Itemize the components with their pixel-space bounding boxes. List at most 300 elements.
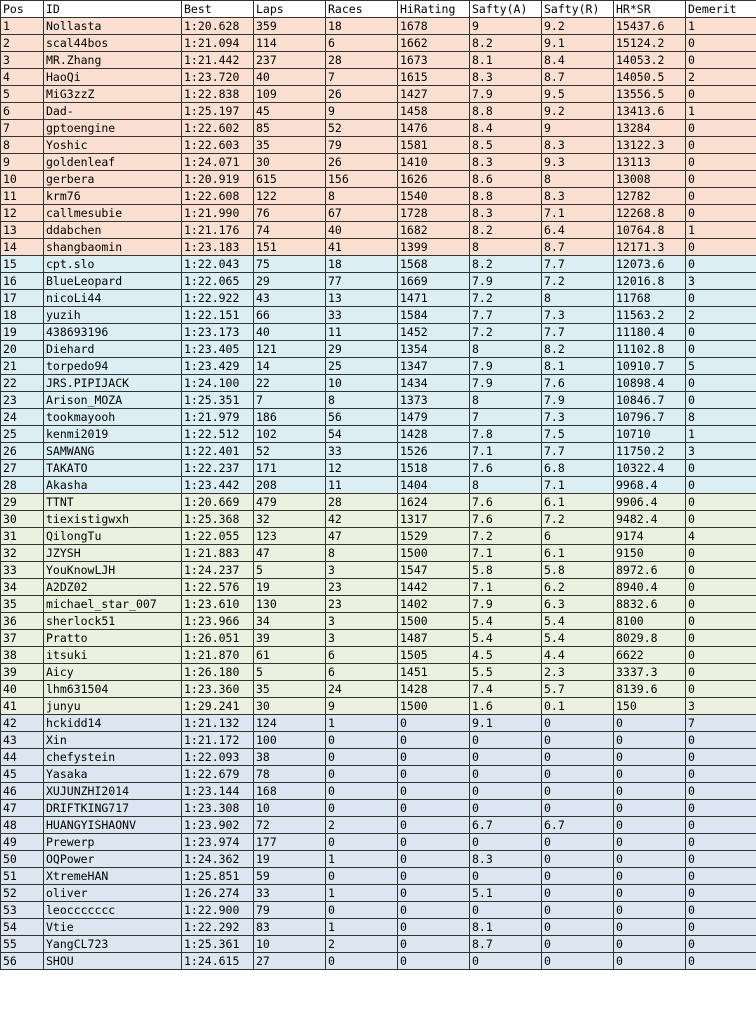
cell-laps: 237 [254, 52, 326, 69]
cell-id: chefystein [44, 749, 182, 766]
cell-laps: 208 [254, 477, 326, 494]
cell-best: 1:21.094 [182, 35, 254, 52]
table-row [1, 35, 756, 52]
cell-pos: 10 [1, 171, 44, 188]
cell-laps: 479 [254, 494, 326, 511]
cell-pos: 30 [1, 511, 44, 528]
cell-hirating: 1428 [398, 681, 470, 698]
cell-pos: 34 [1, 579, 44, 596]
table-row [1, 579, 756, 596]
table-row [1, 256, 756, 273]
cell-hr-sr: 13556.5 [614, 86, 686, 103]
cell-hr-sr: 11750.2 [614, 443, 686, 460]
cell-safty-r: 0 [542, 919, 614, 936]
table-row [1, 868, 756, 885]
table-row [1, 494, 756, 511]
cell-laps: 122 [254, 188, 326, 205]
table-row [1, 273, 756, 290]
cell-best: 1:23.173 [182, 324, 254, 341]
cell-laps: 85 [254, 120, 326, 137]
cell-demerit: 0 [686, 188, 756, 205]
cell-laps: 114 [254, 35, 326, 52]
cell-laps: 130 [254, 596, 326, 613]
cell-safty-r: 7.9 [542, 392, 614, 409]
cell-safty-r: 8.3 [542, 137, 614, 154]
cell-id: itsuki [44, 647, 182, 664]
cell-hirating: 1487 [398, 630, 470, 647]
table-row [1, 630, 756, 647]
cell-safty-r: 0 [542, 851, 614, 868]
cell-races: 33 [326, 443, 398, 460]
cell-safty-a: 5.8 [470, 562, 542, 579]
cell-races: 52 [326, 120, 398, 137]
table-row [1, 222, 756, 239]
cell-laps: 186 [254, 409, 326, 426]
cell-races: 0 [326, 902, 398, 919]
cell-demerit: 4 [686, 528, 756, 545]
cell-pos: 19 [1, 324, 44, 341]
cell-pos: 5 [1, 86, 44, 103]
cell-best: 1:21.132 [182, 715, 254, 732]
cell-safty-r: 7.7 [542, 256, 614, 273]
cell-id: DRIFTKING717 [44, 800, 182, 817]
cell-hr-sr: 0 [614, 800, 686, 817]
cell-safty-a: 7.9 [470, 86, 542, 103]
table-row [1, 562, 756, 579]
table-row [1, 817, 756, 834]
cell-id: Nollasta [44, 18, 182, 35]
header-pos: Pos [1, 1, 44, 18]
cell-hirating: 1427 [398, 86, 470, 103]
cell-hirating: 0 [398, 936, 470, 953]
cell-best: 1:22.922 [182, 290, 254, 307]
cell-hirating: 1682 [398, 222, 470, 239]
cell-demerit: 0 [686, 205, 756, 222]
cell-demerit: 0 [686, 953, 756, 970]
table-row [1, 477, 756, 494]
cell-safty-r: 7.6 [542, 375, 614, 392]
cell-hirating: 0 [398, 817, 470, 834]
cell-id: cpt.slo [44, 256, 182, 273]
cell-demerit: 0 [686, 596, 756, 613]
header-races: Races [326, 1, 398, 18]
cell-safty-r: 8 [542, 171, 614, 188]
cell-id: Yasaka [44, 766, 182, 783]
cell-hr-sr: 0 [614, 936, 686, 953]
cell-pos: 39 [1, 664, 44, 681]
cell-safty-r: 7.1 [542, 477, 614, 494]
cell-demerit: 0 [686, 613, 756, 630]
cell-safty-r: 0 [542, 834, 614, 851]
cell-laps: 45 [254, 103, 326, 120]
cell-demerit: 0 [686, 647, 756, 664]
cell-safty-r: 7.2 [542, 511, 614, 528]
cell-safty-r: 7.2 [542, 273, 614, 290]
cell-safty-a: 7.2 [470, 290, 542, 307]
cell-demerit: 2 [686, 307, 756, 324]
cell-demerit: 0 [686, 239, 756, 256]
cell-races: 8 [326, 392, 398, 409]
cell-id: Vtie [44, 919, 182, 936]
cell-laps: 72 [254, 817, 326, 834]
cell-demerit: 0 [686, 341, 756, 358]
cell-pos: 43 [1, 732, 44, 749]
cell-id: yuzih [44, 307, 182, 324]
cell-best: 1:23.720 [182, 69, 254, 86]
cell-hirating: 1442 [398, 579, 470, 596]
cell-hirating: 1354 [398, 341, 470, 358]
table-row [1, 103, 756, 120]
cell-pos: 1 [1, 18, 44, 35]
cell-best: 1:29.241 [182, 698, 254, 715]
cell-best: 1:24.237 [182, 562, 254, 579]
cell-laps: 10 [254, 800, 326, 817]
cell-safty-a: 0 [470, 800, 542, 817]
cell-best: 1:22.401 [182, 443, 254, 460]
cell-hr-sr: 10322.4 [614, 460, 686, 477]
cell-hirating: 1479 [398, 409, 470, 426]
cell-demerit: 3 [686, 273, 756, 290]
cell-hr-sr: 9150 [614, 545, 686, 562]
cell-hirating: 1673 [398, 52, 470, 69]
cell-pos: 4 [1, 69, 44, 86]
cell-pos: 41 [1, 698, 44, 715]
cell-hirating: 1399 [398, 239, 470, 256]
cell-demerit: 0 [686, 732, 756, 749]
cell-safty-r: 9.2 [542, 18, 614, 35]
cell-demerit: 1 [686, 103, 756, 120]
cell-id: TTNT [44, 494, 182, 511]
cell-safty-r: 8.4 [542, 52, 614, 69]
table-row [1, 834, 756, 851]
cell-hr-sr: 8972.6 [614, 562, 686, 579]
cell-hirating: 0 [398, 732, 470, 749]
cell-races: 0 [326, 766, 398, 783]
cell-races: 2 [326, 817, 398, 834]
cell-safty-a: 8.3 [470, 205, 542, 222]
cell-safty-a: 0 [470, 834, 542, 851]
cell-id: michael_star_007 [44, 596, 182, 613]
cell-pos: 12 [1, 205, 44, 222]
cell-safty-r: 2.3 [542, 664, 614, 681]
cell-hirating: 0 [398, 783, 470, 800]
cell-hirating: 1428 [398, 426, 470, 443]
cell-laps: 5 [254, 562, 326, 579]
table-row [1, 902, 756, 919]
cell-safty-r: 6.8 [542, 460, 614, 477]
cell-id: lhm631504 [44, 681, 182, 698]
table-row [1, 426, 756, 443]
cell-demerit: 0 [686, 902, 756, 919]
cell-races: 29 [326, 341, 398, 358]
cell-safty-r: 8 [542, 290, 614, 307]
cell-safty-a: 5.4 [470, 613, 542, 630]
cell-id: BlueLeopard [44, 273, 182, 290]
header-demerit: Demerit [686, 1, 756, 18]
cell-pos: 28 [1, 477, 44, 494]
cell-hirating: 1529 [398, 528, 470, 545]
cell-hr-sr: 150 [614, 698, 686, 715]
cell-demerit: 0 [686, 919, 756, 936]
cell-id: YangCL723 [44, 936, 182, 953]
cell-laps: 33 [254, 885, 326, 902]
cell-pos: 21 [1, 358, 44, 375]
cell-hirating: 0 [398, 868, 470, 885]
cell-pos: 23 [1, 392, 44, 409]
cell-hr-sr: 8940.4 [614, 579, 686, 596]
cell-laps: 359 [254, 18, 326, 35]
cell-hr-sr: 0 [614, 749, 686, 766]
cell-hirating: 1669 [398, 273, 470, 290]
cell-safty-a: 7.1 [470, 545, 542, 562]
cell-demerit: 0 [686, 375, 756, 392]
cell-safty-a: 8.7 [470, 936, 542, 953]
cell-safty-r: 6.3 [542, 596, 614, 613]
cell-races: 11 [326, 324, 398, 341]
cell-hr-sr: 0 [614, 783, 686, 800]
cell-safty-r: 5.7 [542, 681, 614, 698]
cell-demerit: 3 [686, 443, 756, 460]
cell-laps: 10 [254, 936, 326, 953]
cell-safty-r: 8.3 [542, 188, 614, 205]
cell-safty-a: 5.4 [470, 630, 542, 647]
cell-races: 79 [326, 137, 398, 154]
cell-races: 40 [326, 222, 398, 239]
cell-safty-r: 9.5 [542, 86, 614, 103]
cell-id: krm76 [44, 188, 182, 205]
cell-safty-r: 9.1 [542, 35, 614, 52]
cell-safty-a: 0 [470, 732, 542, 749]
cell-races: 56 [326, 409, 398, 426]
cell-pos: 35 [1, 596, 44, 613]
cell-best: 1:23.442 [182, 477, 254, 494]
cell-safty-a: 7.6 [470, 494, 542, 511]
cell-races: 47 [326, 528, 398, 545]
cell-laps: 14 [254, 358, 326, 375]
cell-id: Akasha [44, 477, 182, 494]
cell-hr-sr: 10898.4 [614, 375, 686, 392]
cell-id: gerbera [44, 171, 182, 188]
cell-safty-r: 0.1 [542, 698, 614, 715]
cell-hirating: 1471 [398, 290, 470, 307]
cell-laps: 32 [254, 511, 326, 528]
cell-safty-a: 7.1 [470, 443, 542, 460]
cell-best: 1:25.368 [182, 511, 254, 528]
cell-laps: 29 [254, 273, 326, 290]
cell-demerit: 0 [686, 154, 756, 171]
cell-safty-a: 1.6 [470, 698, 542, 715]
cell-demerit: 0 [686, 290, 756, 307]
cell-pos: 14 [1, 239, 44, 256]
header-id: ID [44, 1, 182, 18]
cell-hirating: 0 [398, 953, 470, 970]
cell-hr-sr: 0 [614, 732, 686, 749]
cell-id: 438693196 [44, 324, 182, 341]
cell-races: 25 [326, 358, 398, 375]
cell-hr-sr: 10710 [614, 426, 686, 443]
cell-safty-r: 0 [542, 800, 614, 817]
cell-best: 1:26.180 [182, 664, 254, 681]
cell-best: 1:23.902 [182, 817, 254, 834]
cell-demerit: 0 [686, 664, 756, 681]
table-row [1, 239, 756, 256]
cell-hirating: 1434 [398, 375, 470, 392]
cell-safty-r: 4.4 [542, 647, 614, 664]
cell-safty-r: 7.5 [542, 426, 614, 443]
cell-races: 8 [326, 188, 398, 205]
cell-safty-r: 7.3 [542, 409, 614, 426]
cell-safty-a: 8.4 [470, 120, 542, 137]
cell-best: 1:24.071 [182, 154, 254, 171]
table-row [1, 851, 756, 868]
table-row [1, 375, 756, 392]
cell-safty-r: 7.3 [542, 307, 614, 324]
cell-id: SAMWANG [44, 443, 182, 460]
cell-races: 28 [326, 494, 398, 511]
cell-hr-sr: 14050.5 [614, 69, 686, 86]
cell-id: TAKATO [44, 460, 182, 477]
cell-demerit: 0 [686, 783, 756, 800]
cell-safty-a: 7.8 [470, 426, 542, 443]
cell-id: SHOU [44, 953, 182, 970]
cell-pos: 40 [1, 681, 44, 698]
cell-demerit: 0 [686, 324, 756, 341]
cell-safty-r: 0 [542, 936, 614, 953]
cell-safty-a: 8.3 [470, 851, 542, 868]
cell-best: 1:21.883 [182, 545, 254, 562]
cell-races: 1 [326, 851, 398, 868]
cell-demerit: 0 [686, 120, 756, 137]
cell-demerit: 7 [686, 715, 756, 732]
cell-safty-a: 7.9 [470, 596, 542, 613]
cell-safty-r: 8.7 [542, 69, 614, 86]
cell-safty-a: 7.7 [470, 307, 542, 324]
cell-safty-a: 8.3 [470, 69, 542, 86]
cell-id: JRS.PIPIJACK [44, 375, 182, 392]
cell-hr-sr: 0 [614, 902, 686, 919]
cell-best: 1:22.512 [182, 426, 254, 443]
cell-hirating: 0 [398, 919, 470, 936]
cell-hirating: 0 [398, 902, 470, 919]
cell-hr-sr: 13284 [614, 120, 686, 137]
cell-safty-a: 4.5 [470, 647, 542, 664]
cell-pos: 13 [1, 222, 44, 239]
cell-laps: 40 [254, 324, 326, 341]
cell-best: 1:25.361 [182, 936, 254, 953]
cell-laps: 171 [254, 460, 326, 477]
cell-laps: 5 [254, 664, 326, 681]
cell-races: 7 [326, 69, 398, 86]
cell-races: 6 [326, 664, 398, 681]
cell-demerit: 3 [686, 698, 756, 715]
cell-races: 18 [326, 18, 398, 35]
cell-races: 3 [326, 630, 398, 647]
cell-id: goldenleaf [44, 154, 182, 171]
table-row [1, 409, 756, 426]
cell-hr-sr: 12268.8 [614, 205, 686, 222]
cell-best: 1:22.603 [182, 137, 254, 154]
cell-safty-a: 8 [470, 239, 542, 256]
cell-hirating: 1317 [398, 511, 470, 528]
cell-hr-sr: 10910.7 [614, 358, 686, 375]
cell-hr-sr: 14053.2 [614, 52, 686, 69]
cell-hirating: 1540 [398, 188, 470, 205]
header-laps: Laps [254, 1, 326, 18]
cell-pos: 36 [1, 613, 44, 630]
cell-safty-a: 0 [470, 902, 542, 919]
header-hirating: HiRating [398, 1, 470, 18]
cell-hr-sr: 10764.8 [614, 222, 686, 239]
cell-demerit: 1 [686, 222, 756, 239]
cell-best: 1:23.429 [182, 358, 254, 375]
cell-laps: 40 [254, 69, 326, 86]
cell-safty-a: 7.6 [470, 460, 542, 477]
table-row [1, 307, 756, 324]
cell-laps: 121 [254, 341, 326, 358]
cell-pos: 29 [1, 494, 44, 511]
cell-demerit: 0 [686, 562, 756, 579]
cell-id: Pratto [44, 630, 182, 647]
table-row [1, 528, 756, 545]
cell-safty-r: 5.8 [542, 562, 614, 579]
table-row [1, 188, 756, 205]
cell-safty-r: 6.2 [542, 579, 614, 596]
cell-races: 54 [326, 426, 398, 443]
cell-races: 0 [326, 783, 398, 800]
cell-pos: 38 [1, 647, 44, 664]
table-row [1, 681, 756, 698]
cell-hirating: 1458 [398, 103, 470, 120]
cell-laps: 177 [254, 834, 326, 851]
table-row [1, 596, 756, 613]
cell-safty-a: 6.7 [470, 817, 542, 834]
cell-best: 1:21.870 [182, 647, 254, 664]
cell-hirating: 1451 [398, 664, 470, 681]
cell-safty-a: 5.1 [470, 885, 542, 902]
cell-hirating: 1584 [398, 307, 470, 324]
cell-pos: 32 [1, 545, 44, 562]
cell-safty-r: 0 [542, 953, 614, 970]
cell-id: Prewerp [44, 834, 182, 851]
cell-demerit: 0 [686, 256, 756, 273]
cell-id: Diehard [44, 341, 182, 358]
cell-pos: 47 [1, 800, 44, 817]
cell-races: 3 [326, 562, 398, 579]
table-row [1, 120, 756, 137]
cell-id: Xin [44, 732, 182, 749]
table-row [1, 69, 756, 86]
cell-id: HUANGYISHAONV [44, 817, 182, 834]
cell-laps: 35 [254, 137, 326, 154]
cell-id: scal44bos [44, 35, 182, 52]
cell-best: 1:22.237 [182, 460, 254, 477]
cell-safty-a: 7.1 [470, 579, 542, 596]
cell-races: 6 [326, 35, 398, 52]
cell-pos: 55 [1, 936, 44, 953]
cell-hr-sr: 6622 [614, 647, 686, 664]
cell-safty-a: 0 [470, 953, 542, 970]
table-row [1, 18, 756, 35]
cell-id: junyu [44, 698, 182, 715]
cell-id: Aicy [44, 664, 182, 681]
cell-safty-r: 6.4 [542, 222, 614, 239]
cell-pos: 45 [1, 766, 44, 783]
cell-races: 9 [326, 698, 398, 715]
cell-id: Arison_MOZA [44, 392, 182, 409]
cell-hirating: 0 [398, 885, 470, 902]
cell-best: 1:23.974 [182, 834, 254, 851]
table-row [1, 800, 756, 817]
